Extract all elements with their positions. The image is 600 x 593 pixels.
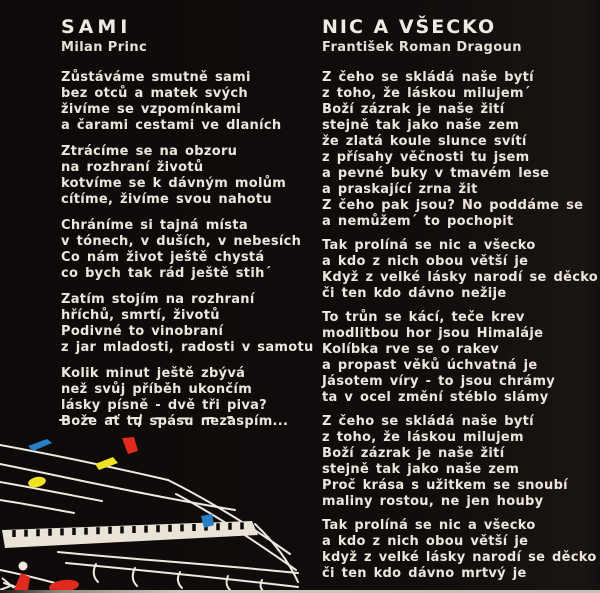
lyric-line: v tónech, v duších, v nebesích xyxy=(61,234,302,249)
lyric-line: stejně tak jako naše zem xyxy=(322,462,520,477)
stanza xyxy=(61,218,319,282)
stanza xyxy=(322,70,584,230)
lyric-line: co bych tak rád ještě stih´ xyxy=(61,266,272,281)
lyric-line: Bože ať tu spásu nezaspím... xyxy=(61,414,289,429)
lyric-line: Tak prolíná se nic a všecko xyxy=(322,238,536,253)
red-blob xyxy=(48,578,79,590)
song-author: František Roman Dragoun xyxy=(322,40,522,55)
lyric-line: Zůstáváme smutně sami xyxy=(61,70,251,85)
stanza xyxy=(61,144,319,208)
body-line xyxy=(66,563,298,587)
lyric-line: či ten kdo dávno mrtvý je xyxy=(322,566,527,581)
lyric-line: Jásotem víry - to jsou chrámy xyxy=(322,374,556,389)
stanza-list xyxy=(322,70,599,582)
lyric-line: modlitbou hor jsou Himaláje xyxy=(322,326,544,341)
lyric-line: Co nám život ještě chystá xyxy=(61,250,265,265)
confetti-blue xyxy=(28,439,52,451)
stanza xyxy=(61,70,319,134)
song-title: SAMI xyxy=(61,16,132,38)
lyric-line: a praskající zrna žit xyxy=(322,182,478,197)
stanza xyxy=(322,414,580,510)
stanza xyxy=(322,518,597,582)
lyric-line: Z čeho se skládá naše bytí xyxy=(322,70,534,85)
lyric-line: lásky písně - dvě tři piva? xyxy=(61,398,268,413)
leg-hook xyxy=(227,576,230,590)
lyric-line: Když z velké lásky narodí se děcko xyxy=(322,270,599,285)
lid-line xyxy=(0,500,74,513)
sketch-top-marks xyxy=(60,417,232,420)
lyric-line: Boží zázrak je naše žití xyxy=(322,446,505,461)
stanza xyxy=(61,292,319,356)
figure-head xyxy=(19,562,28,571)
lyric-line: a nemůžem´ to pochopit xyxy=(322,214,514,229)
lyric-line: Ztrácíme se na obzoru xyxy=(61,144,238,159)
lyric-line: Kolíbka rve se o rakev xyxy=(322,342,500,357)
song-column-nic-a-vsecko xyxy=(322,16,599,590)
lyric-line: že zlatá koule slunce svítí xyxy=(322,134,527,149)
lyric-line: a propast věků úchvatná je xyxy=(322,358,538,373)
lyric-line: když z velké lásky narodí se děcko xyxy=(322,550,597,565)
lyric-line: z přísahy věčnosti tu jsem xyxy=(322,150,530,165)
lyric-line: ta v ocel změní stéblo slámy xyxy=(322,390,549,405)
lyric-line: bez otců a matek svých xyxy=(61,86,248,101)
lyric-line: či ten kdo dávno nežije xyxy=(322,286,507,301)
lyric-line: z toho, že láskou milujem´ xyxy=(322,86,531,101)
lyric-line: a čarami cestami ve dlaních xyxy=(61,118,282,133)
lid-line xyxy=(0,482,102,501)
stanza xyxy=(322,238,599,302)
lyric-line: na rozhraní životů xyxy=(61,160,204,175)
lyric-line: než svůj příběh ukončím xyxy=(61,382,253,397)
lyric-line: hříchů, smrtí, životů xyxy=(61,308,220,323)
lyric-line: z jar mladosti, radosti v samotu xyxy=(61,340,314,355)
lid-line xyxy=(0,445,168,480)
lyric-line: To trůn se kácí, teče krev xyxy=(322,310,525,325)
piano-sketch-illustration xyxy=(0,412,300,590)
song-column-sami xyxy=(61,16,319,440)
lyric-line: Chráníme si tajná místa xyxy=(61,218,248,233)
stanza xyxy=(322,310,580,406)
confetti-red xyxy=(122,437,138,454)
leg-hook xyxy=(261,580,264,590)
lyric-line: a pevné buky v tmavém lese xyxy=(322,166,550,181)
song-title: NIC A VŠECKO xyxy=(322,16,497,38)
lyric-line: Tak prolíná se nic a všecko xyxy=(322,518,536,533)
lyric-line: z toho, že láskou milujem xyxy=(322,430,524,445)
sketch-tick xyxy=(139,415,141,426)
lyric-line: živíme se vzpomínkami xyxy=(61,102,242,117)
lyric-line: Proč krása s užitkem se snoubí xyxy=(322,478,568,493)
lyric-line: Z čeho pak jsou? No poddáme se xyxy=(322,198,584,213)
stanza-list xyxy=(61,70,319,430)
lyric-line: a kdo z nich obou větší je xyxy=(322,254,529,269)
lyric-line: a kdo z nich obou větší je xyxy=(322,534,529,549)
lyric-line: Boží zázrak je naše žití xyxy=(322,102,505,117)
lyric-line: maliny rostou, ne jen houby xyxy=(322,494,544,509)
lyric-line: Podivné to vinobraní xyxy=(61,324,224,339)
lyric-line: cítíme, živíme svou nahotu xyxy=(61,192,272,207)
lyric-line: Kolik minut ještě zbývá xyxy=(61,366,246,381)
song-author: Milan Princ xyxy=(61,40,148,55)
lyric-line: Zatím stojím na rozhraní xyxy=(61,292,255,307)
lyric-line: kotvíme se k dávným molům xyxy=(61,176,287,191)
lyric-line: stejně tak jako naše zem xyxy=(322,118,520,133)
lyric-line: Z čeho se skládá naše bytí xyxy=(322,414,534,429)
